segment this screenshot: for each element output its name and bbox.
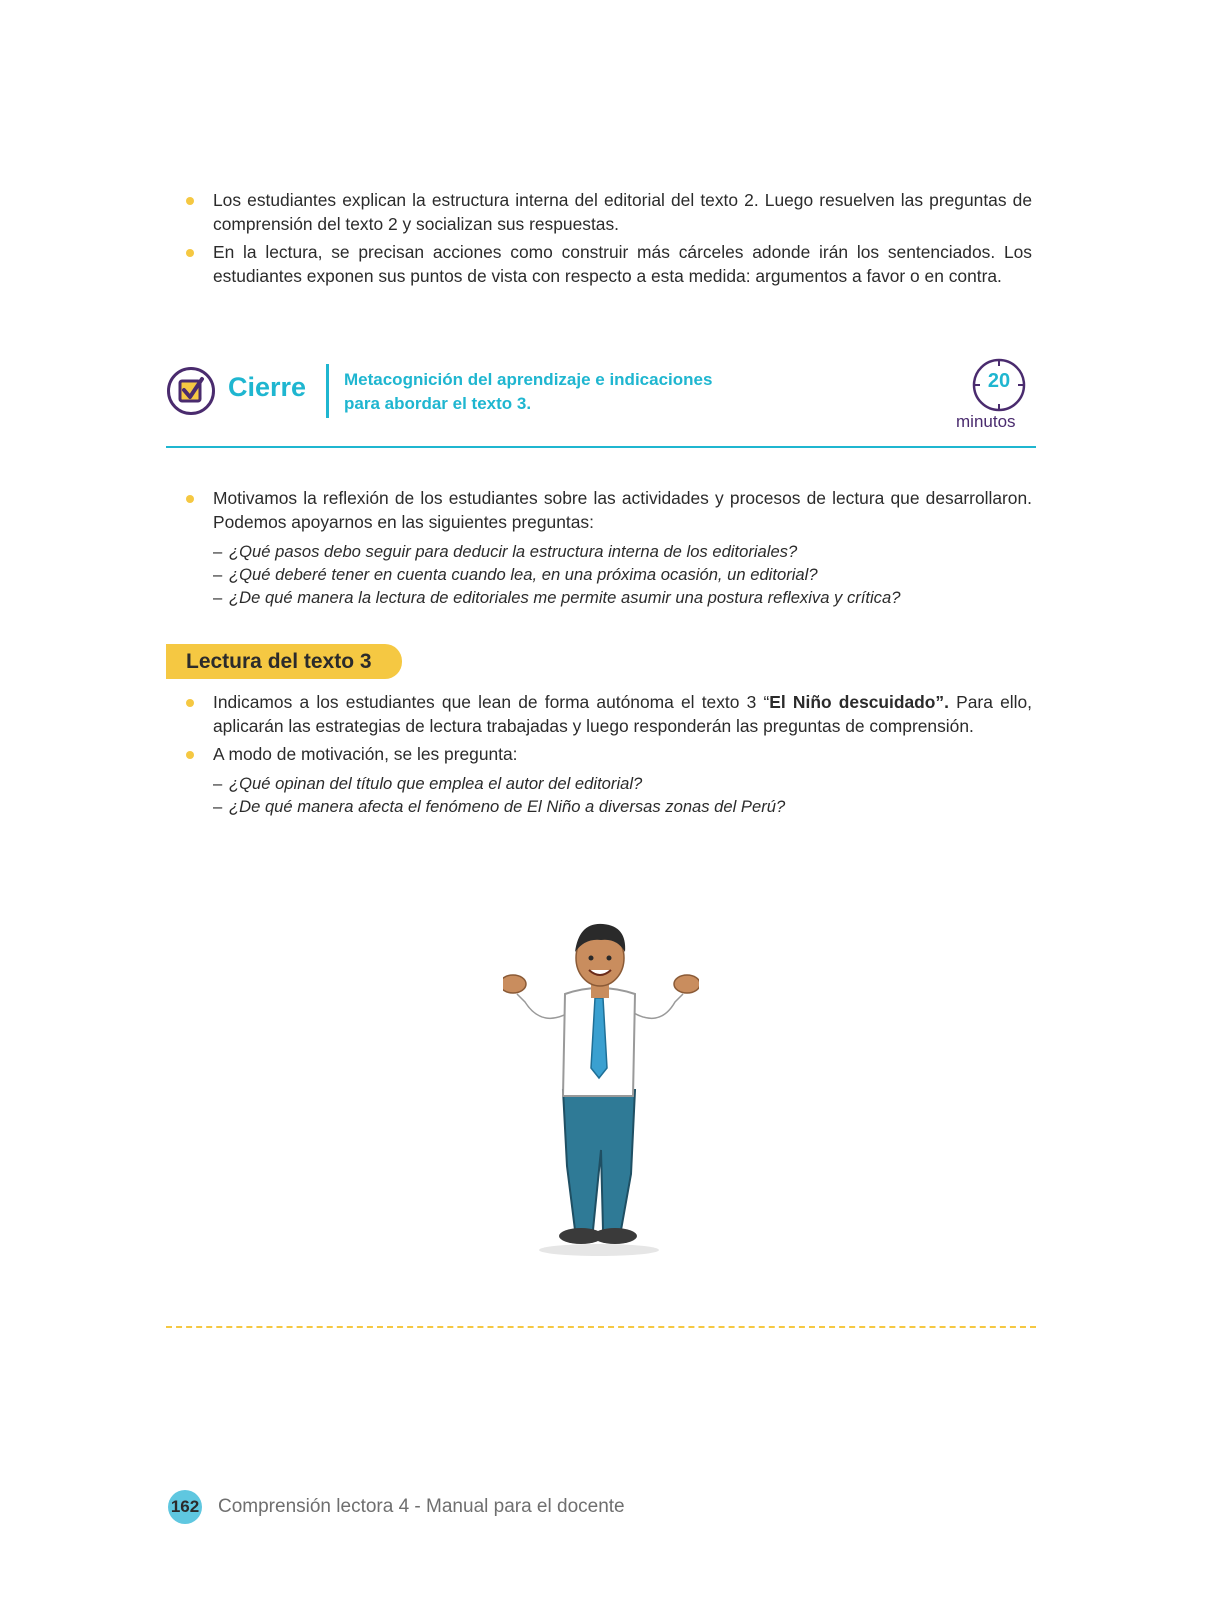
list-item: Motivamos la reflexión de los estudiantes sobre las actividades y procesos de lectura que desarrollaron. Podemos apoyarnos en las siguientes preguntas: – ¿Qué pasos debo seguir para deducir la estructura interna de los editoriales? – ¿Qué deberé tener en cuenta cuando lea, en una próxima ocasión, un editorial? – ¿De qué manera la lectura de editoriales me permite asumir una postura reflexiva y crítica? — [186, 486, 1032, 609]
list-item: A modo de motivación, se les pregunta: – ¿Qué opinan del título que emplea el autor del editorial? – ¿De qué manera afecta el fenómeno de El Niño a diversas zonas del Perú? — [186, 742, 1032, 818]
question-list — [213, 772, 1032, 818]
cierre-bullet-list — [186, 486, 1032, 613]
bullet-dot-icon — [186, 751, 194, 759]
question-item: – ¿Qué opinan del título que emplea el autor del editorial? — [213, 774, 643, 793]
cierre-title: Cierre — [228, 372, 307, 402]
cierre-description: Metacognición del aprendizaje e indicaciones para abordar el texto 3. — [344, 370, 713, 413]
question-item: – ¿Qué pasos debo seguir para deducir la estructura interna de los editoriales? — [213, 542, 798, 561]
divider — [326, 364, 329, 418]
question-item: – ¿Qué deberé tener en cuenta cuando lea, en una próxima ocasión, un editorial? — [213, 565, 818, 584]
section-tag: Lectura del texto 3 — [166, 644, 402, 679]
bullet-dot-icon — [186, 249, 194, 257]
lectura-bullet-list — [186, 690, 1032, 822]
checkbox-check-icon — [166, 366, 216, 416]
timer-label: minutos — [956, 412, 1016, 431]
dashed-divider — [166, 1326, 1036, 1328]
question-item: – ¿De qué manera la lectura de editoriales me permite asumir una postura reflexiva y crítica? — [213, 588, 901, 607]
timer-minutes: 20 — [987, 370, 1011, 392]
list-item: Indicamos a los estudiantes que lean de forma autónoma el texto 3 “El Niño descuidado”. Para ello, aplicarán las estrategias de lectura trabajadas y luego responderán las preguntas de comprensión. — [186, 690, 1032, 738]
question-list — [213, 540, 1032, 609]
list-item: En la lectura, se precisan acciones como construir más cárceles adonde irán los sentenciados. Los estudiantes exponen sus puntos de vista con respecto a esta medida: argumentos a favor o en contra. — [186, 240, 1032, 288]
bullet-dot-icon — [186, 495, 194, 503]
bullet-dot-icon — [186, 699, 194, 707]
bullet-dot-icon — [186, 197, 194, 205]
question-item: – ¿De qué manera afecta el fenómeno de El Niño a diversas zonas del Perú? — [213, 797, 786, 816]
page-number: 162 — [168, 1490, 202, 1524]
divider — [166, 446, 1036, 448]
intro-bullet-list — [186, 188, 1032, 292]
footer-title: Comprensión lectora 4 - Manual para el docente — [218, 1496, 625, 1517]
cierre-section-header — [166, 358, 1036, 450]
teacher-illustration — [503, 918, 699, 1258]
list-item: Los estudiantes explican la estructura interna del editorial del texto 2. Luego resuelven las preguntas de comprensión del texto 2 y socializan sus respuestas. — [186, 188, 1032, 236]
